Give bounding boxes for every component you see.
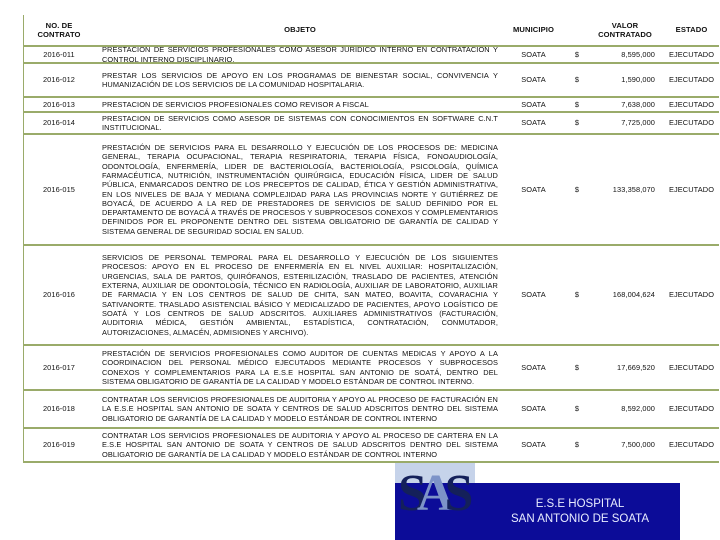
table-row — [24, 135, 719, 246]
contract-number: 2016-016 — [42, 290, 76, 300]
municipio: SOATA — [521, 99, 546, 109]
table-row — [24, 391, 719, 429]
contract-value: 7,638,000 — [621, 99, 655, 109]
currency-symbol: $ — [574, 75, 580, 85]
status: EJECUTADO — [668, 184, 715, 194]
header-valor: VALOR CONTRATADO — [598, 20, 652, 39]
contract-number: 2016-017 — [42, 362, 76, 372]
contract-number: 2016-012 — [42, 75, 76, 85]
contract-number: 2016-011 — [43, 49, 75, 59]
contract-object — [94, 98, 498, 111]
contract-object-text: PRESTAR LOS SERVICIOS DE APOYO EN LOS PROGRAMAS DE BIENESTAR SOCIAL, CONVIVENCIA Y HUMANIZACIÓN DE LOS SERVICIOS DE LA COMUNIDAD HOSPITALARIA. — [102, 70, 498, 89]
contract-number: 2016-014 — [42, 118, 76, 128]
contract-object-text: CONTRATAR LOS SERVICIOS PROFESIONALES DE AUDITORIA Y APOYO AL PROCESO DE CARTERA EN LA E.S.E HOSPITAL SAN ANTONIO DE SOATA Y CENTROS DE SALUD ADSCRITOS DENTRO DEL SISTEMA OBLIGATORIO DE GARANTÍA DE LA CALIDAD Y MODELO ESTÁNDAR DE CONTROL INTERNO — [102, 431, 498, 459]
header-estado: ESTADO — [675, 25, 708, 35]
currency-symbol: $ — [574, 49, 580, 59]
contract-object — [94, 47, 498, 62]
contract-value: 1,590,000 — [621, 75, 655, 85]
contract-number: 2016-019 — [42, 440, 76, 450]
table-row — [24, 246, 719, 346]
currency-symbol: $ — [574, 99, 580, 109]
contract-value: 7,725,000 — [621, 118, 655, 128]
contract-object — [94, 391, 498, 427]
contract-object-text: CONTRATAR LOS SERVICIOS PROFESIONALES DE AUDITORIA Y APOYO AL PROCESO DE FACTURACIÓN EN LA E.S.E HOSPITAL SAN ANTONIO DE SOATA Y CENTROS DE SALUD ADSCRITOS DENTRO DEL SISTEMA OBLIGATORIO DE GARANTÍA DE LA CALIDAD Y MODELO ESTÁNDAR DE CONTROL INTERNO — [102, 395, 498, 423]
contract-object-text: PRESTACIÓN DE SERVICIOS PARA EL DESARROLLO Y EJECUCIÓN DE LOS PROCESOS DE: MEDICINA GENERAL, TERAPIA OCUPACIONAL, TERAPIA RESPIRATORIA, TERAPIA FÍSICA, FONOAUDIOLOGÍA, ODONTOLOGÍA, ENFERMERÍA, LIDER DE BACTERIOLOGÍA, BACTERIOLOGÍA, PSICOLOGÍA, QUÍMICA FARMACÉUTICA, NUTRICIÓN, INSTRUMENTACIÓN QUIRÚRGICA, EDUCACIÓN FÍSICA, LIDER DE SALUD PÚBLICA, ENMARCADOS DENTRO DE LOS PRECEPTOS DE CALIDAD, ÉTICA Y GESTIÓN ADMINISTRATIVA, EN LOS NIVELES DE BAJA Y MEDIANA COMPLEJIDAD PARA LAS PROVINCIAS NORTE Y GUTIÉRREZ DE BOYACÁ, DE ACUERDO A LA RED DE PRESTADORES DE SERVICIOS DE SALUD DEFINIDO POR EL DEPARTAMENTO DE BOYACÁ A TRAVÉS DE PROCESOS Y SUBPROCESOS CONEXOS Y COMPLEMENTARIOS DEFINIDOS POR EL PROPONENTE DENTRO DEL SISTEMA OBLIGATORIO DE GARANTÍA DE CALIDAD Y SISTEMA GENERAL DE SEGURIDAD SOCIAL EN SALUD. — [102, 143, 498, 236]
currency-symbol: $ — [574, 440, 580, 450]
status: EJECUTADO — [668, 440, 715, 450]
currency-symbol: $ — [574, 290, 580, 300]
contract-number: 2016-018 — [42, 404, 76, 414]
contract-object — [94, 135, 498, 244]
contract-object-text: PRESTACION DE SERVICIOS COMO ASESOR DE SISTEMAS CON CONOCIMIENTOS EN SOFTWARE C.N.T INSTITUCIONAL. — [102, 113, 498, 132]
table-row — [24, 47, 719, 64]
table-row — [24, 113, 719, 135]
contract-object-text: SERVICIOS DE PERSONAL TEMPORAL PARA EL DESARROLLO Y EJECUCIÓN DE LOS SIGUIENTES PROCESOS: APOYO EN EL PROCESO DE ENFERMERÍA EN EL NIVEL AUXILIAR: HOSPITALIZACIÓN, URGENCIAS, SALA DE PARTOS, QUIRÓFANOS, ESTERILIZACIÓN, TRASLADO DE PACIENTES, ATENCIÓN EXTERNA, AUXILIAR DE ODONTOLOGÍA, TÉCNICO EN RADIOLOGÍA, AUXILIAR DE LABORATORIO, AUXILIAR DE FARMACIA Y EN LOS CENTROS DE SALUD DE CHITA, SAN MATEO, BOAVITA, COVARACHIA Y SATIVANORTE. TRASLADO ASISTENCIAL BÁSICO Y MEDICALIZADO DE PACIENTES, APOYO LOGÍSTICO DE SOATÁ Y LOS CENTROS DE SALUD ADSCRITOS. AUXILIARES ADMINISTRATIVOS (FACTURACIÓN, AUDITORIA MÉDICA, GESTIÓN AMBIENTAL, ESTADÍSTICA, CONTRATACIÓN, CONMUTADOR, AUTORIZACIONES, ALMACÉN, ADMISIONES Y ARCHIVO). — [102, 253, 498, 337]
table-row — [24, 98, 719, 113]
status: EJECUTADO — [668, 362, 715, 372]
header-objeto: OBJETO — [284, 25, 316, 35]
table-row — [24, 64, 719, 98]
contract-number: 2016-013 — [42, 99, 76, 109]
table-row — [24, 429, 719, 463]
contract-value: 8,592,000 — [621, 404, 655, 414]
currency-symbol: $ — [574, 118, 580, 128]
status: EJECUTADO — [668, 118, 715, 128]
contract-object-text: PRESTACION DE SERVICIOS PROFESIONALES COMO ASESOR JURIDICO INTERNO EN CONTRATACION Y CONTROL INTERNO DISCIPLINARIO. — [102, 45, 498, 64]
currency-symbol: $ — [574, 184, 580, 194]
header-municipio: MUNICIPIO — [513, 25, 554, 35]
table-header — [24, 15, 719, 47]
contract-object-text: PRESTACIÓN DE SERVICIOS PROFESIONALES COMO AUDITOR DE CUENTAS MEDICAS Y APOYO A LA COORDINACION DEL PERSONAL MÉDICO EJECUTADOS MEDIANTE PROCESOS Y SUBPROCESOS CONEXOS Y COMPLEMENTARIOS PARA LA E.S.E HOSPITAL SAN ANTONIO DE SOATÁ, DENTRO DEL SISTEMA OBLIGATORIO DE GARANTÍA DE LA CALIDAD Y MODELO ESTÁNDAR DE CONTROL INTERNO. — [102, 348, 498, 386]
municipio: SOATA — [521, 49, 546, 59]
status: EJECUTADO — [668, 75, 715, 85]
contract-object — [94, 246, 498, 344]
header-no-contrato: NO. DE CONTRATO — [37, 20, 81, 39]
status: EJECUTADO — [668, 290, 715, 300]
contract-value: 133,358,070 — [612, 184, 655, 194]
table-row — [24, 346, 719, 391]
contract-number: 2016-015 — [42, 184, 76, 194]
currency-symbol: $ — [574, 404, 580, 414]
municipio: SOATA — [521, 184, 546, 194]
contract-object — [94, 346, 498, 389]
contract-object — [94, 113, 498, 133]
municipio: SOATA — [521, 290, 546, 300]
logo-monogram: SAS — [398, 465, 464, 522]
contract-object — [94, 64, 498, 96]
contracts-table — [23, 15, 719, 463]
banner-text — [505, 497, 655, 527]
municipio: SOATA — [521, 75, 546, 85]
status: EJECUTADO — [668, 49, 715, 59]
currency-symbol: $ — [574, 362, 580, 372]
banner-line-1: E.S.E HOSPITAL — [535, 498, 625, 510]
municipio: SOATA — [521, 440, 546, 450]
contract-value: 168,004,624 — [612, 290, 655, 300]
banner-line-2: SAN ANTONIO DE SOATA — [510, 513, 650, 525]
municipio: SOATA — [521, 362, 546, 372]
contract-object — [94, 429, 498, 461]
contract-value: 17,669,520 — [617, 362, 655, 372]
municipio: SOATA — [521, 404, 546, 414]
contract-object-text: PRESTACION DE SERVICIOS PROFESIONALES COMO REVISOR A FISCAL — [102, 99, 369, 109]
status: EJECUTADO — [668, 404, 715, 414]
municipio: SOATA — [521, 118, 546, 128]
status: EJECUTADO — [668, 99, 715, 109]
contract-value: 8,595,000 — [621, 49, 655, 59]
contract-value: 7,500,000 — [621, 440, 655, 450]
